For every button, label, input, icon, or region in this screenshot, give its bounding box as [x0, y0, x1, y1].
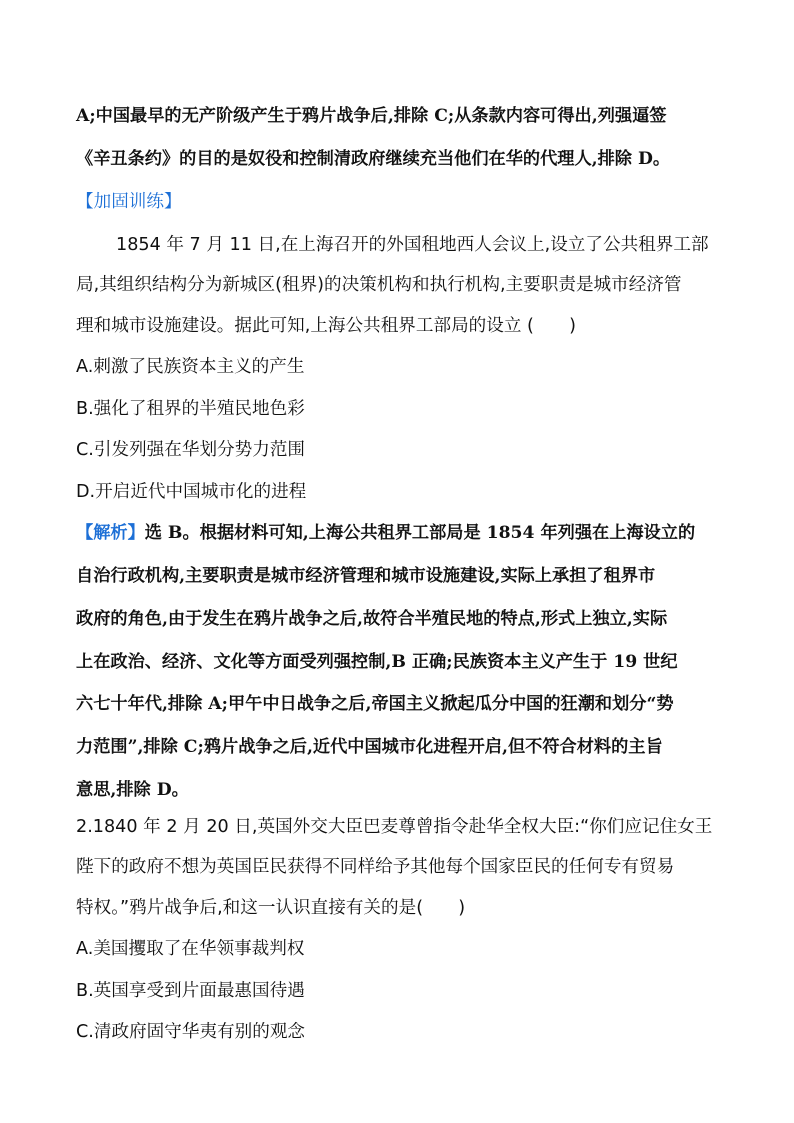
q2-option-b: B.英国享受到片面最惠国待遇 — [76, 981, 305, 1001]
q2-stem-line-1: 2.1840 年 2 月 20 日,英国外交大臣巴麦尊曾指令赴华全权大臣:“你们应记住女王 — [76, 817, 713, 837]
q2-option-c: C.清政府固守华夷有别的观念 — [76, 1022, 306, 1042]
q2-stem-line-2: 陛下的政府不想为英国臣民获得不同样给予其他每个国家臣民的任何专有贸易 — [76, 857, 675, 877]
analysis-first-text: 选 B。根据材料可知,上海公共租界工部局是 1854 年列强在上海设立的 — [144, 523, 696, 543]
q1-option-b: B.强化了租界的半殖民地色彩 — [76, 399, 305, 419]
q1-option-d: D.开启近代中国城市化的进程 — [76, 482, 307, 502]
q1-option-a: A.刺激了民族资本主义的产生 — [76, 357, 305, 377]
q1-option-c: C.引发列强在华划分势力范围 — [76, 440, 306, 460]
q1-stem-line-2: 局,其组织结构分为新城区(租界)的决策机构和执行机构,主要职责是城市经济管 — [76, 275, 682, 295]
q2-option-a: A.美国攫取了在华领事裁判权 — [76, 939, 305, 959]
prev-explanation-line-1: A;中国最早的无产阶级产生于鸦片战争后,排除 C;从条款内容可得出,列强逼签 — [76, 106, 667, 126]
section-title: 【加固训练】 — [76, 192, 182, 212]
q1-analysis-line-6: 力范围”,排除 C;鸦片战争之后,近代中国城市化进程开启,但不符合材料的主旨 — [76, 737, 663, 757]
q1-analysis-line-5: 六七十年代,排除 A;甲午中日战争之后,帝国主义掀起瓜分中国的狂潮和划分“势 — [76, 694, 674, 714]
q1-analysis-line-1 — [76, 521, 695, 545]
q1-analysis-line-4: 上在政治、经济、文化等方面受列强控制,B 正确;民族资本主义产生于 19 世纪 — [76, 652, 678, 672]
prev-explanation-line-2: 《辛丑条约》的目的是奴役和控制清政府继续充当他们在华的代理人,排除 D。 — [76, 149, 671, 169]
q1-stem-line-1: 1854 年 7 月 11 日,在上海召开的外国租地西人会议上,设立了公共租界工部 — [116, 235, 709, 255]
q2-stem-line-3: 特权。”鸦片战争后,和这一认识直接有关的是( ) — [76, 898, 466, 918]
q1-analysis-line-3: 政府的角色,由于发生在鸦片战争之后,故符合半殖民地的特点,形式上独立,实际 — [76, 609, 668, 629]
q1-analysis-line-2: 自治行政机构,主要职责是城市经济管理和城市设施建设,实际上承担了租界市 — [76, 566, 656, 586]
q1-stem-line-3: 理和城市设施建设。据此可知,上海公共租界工部局的设立 ( ) — [76, 316, 576, 336]
analysis-tag: 【解析】 — [76, 523, 145, 543]
q1-analysis-line-7: 意思,排除 D。 — [76, 780, 189, 800]
